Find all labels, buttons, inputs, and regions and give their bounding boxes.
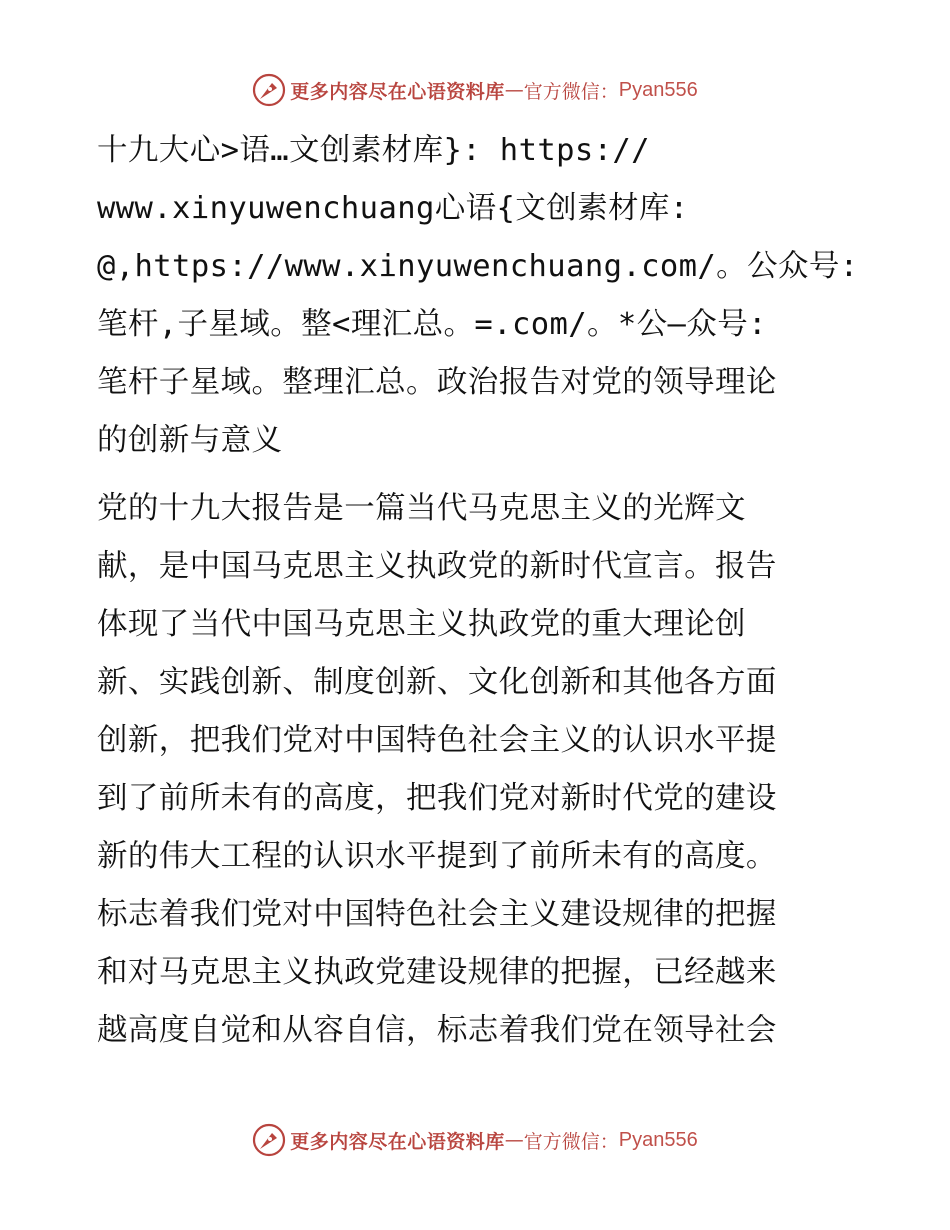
watermark-wechat-label: 官方微信： xyxy=(523,1130,619,1153)
body-paragraph xyxy=(97,480,857,1060)
document-body xyxy=(97,122,857,1060)
watermark-wechat-handle: Pyan556 xyxy=(618,78,698,101)
body-line: 和对马克思主义执政党建设规律的把握，已经越来 xyxy=(97,955,777,990)
heading-line: 笔杆,子星域。整<理汇总。=.com/。*公—众号: xyxy=(97,307,767,342)
body-line: 创新，把我们党对中国特色社会主义的认识水平提 xyxy=(97,723,777,758)
heading-paragraph xyxy=(97,122,857,470)
body-line: 越高度自觉和从容自信，标志着我们党在领导社会 xyxy=(97,1013,777,1048)
heading-line: www.xinyuwenchuang心语{文创素材库: xyxy=(97,191,689,226)
pen-nib-logo-icon xyxy=(252,1123,286,1157)
body-line: 献，是中国马克思主义执政党的新时代宣言。报告 xyxy=(97,549,777,584)
body-line: 标志着我们党对中国特色社会主义建设规律的把握 xyxy=(97,897,777,932)
body-line: 党的十九大报告是一篇当代马克思主义的光辉文 xyxy=(97,491,746,526)
watermark-dash: — xyxy=(504,79,524,101)
heading-line: 笔杆子星域。整理汇总。政治报告对党的领导理论 xyxy=(97,365,777,400)
body-line: 新、实践创新、制度创新、文化创新和其他各方面 xyxy=(97,665,777,700)
body-line: 体现了当代中国马克思主义执政党的重大理论创 xyxy=(97,607,746,642)
watermark-wechat-handle: Pyan556 xyxy=(618,1128,698,1151)
watermark-site-name: 更多内容尽在心语资料库 xyxy=(290,80,505,103)
heading-line: @,https://www.xinyuwenchuang.com/。公众号: xyxy=(97,249,859,284)
footer-watermark-banner xyxy=(0,1120,950,1160)
pen-nib-logo-icon xyxy=(252,73,286,107)
body-line: 新的伟大工程的认识水平提到了前所未有的高度。 xyxy=(97,839,777,874)
watermark-site-name: 更多内容尽在心语资料库 xyxy=(290,1130,505,1153)
body-line: 到了前所未有的高度，把我们党对新时代党的建设 xyxy=(97,781,777,816)
header-watermark-banner xyxy=(0,70,950,110)
watermark-wechat-label: 官方微信： xyxy=(523,80,619,103)
heading-line: 十九大心>语…文创素材库}: https:// xyxy=(97,133,650,168)
watermark-dash: — xyxy=(504,1129,524,1151)
heading-line: 的创新与意义 xyxy=(97,423,283,458)
